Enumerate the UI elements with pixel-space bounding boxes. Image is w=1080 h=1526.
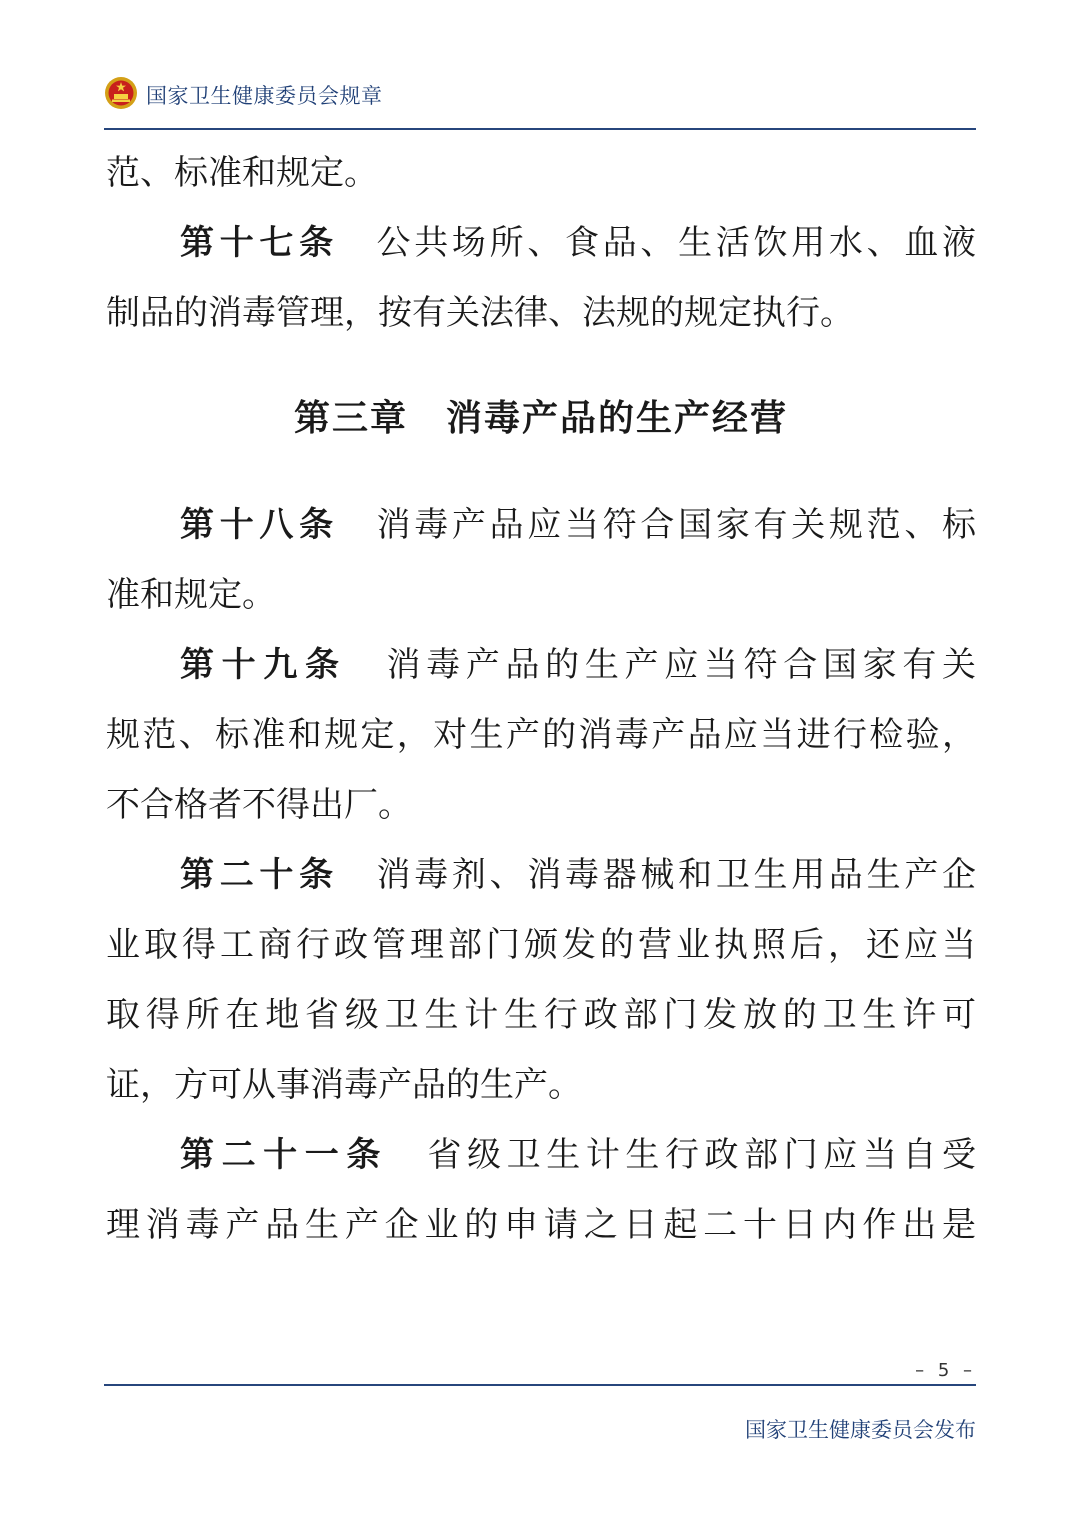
footer-divider (104, 1384, 976, 1386)
article-label: 第十八条 (180, 505, 339, 545)
page-number: – 5 – (915, 1360, 976, 1381)
article-17-line-1: 第十七条 公共场所、食品、生活饮用水、血液 (180, 223, 977, 263)
article-21-line-1: 第二十一条 省级卫生计生行政部门应当自受 (180, 1135, 977, 1175)
text-line: 范、标准和规定。 (106, 153, 378, 193)
footer-publisher: 国家卫生健康委员会发布 (745, 1418, 976, 1442)
article-label: 第二十条 (180, 855, 339, 895)
article-18-line-2: 准和规定。 (106, 575, 276, 615)
article-label: 第十九条 (180, 645, 347, 685)
document-body (106, 138, 976, 1260)
article-20-line-3: 取得所在地省级卫生计生行政部门发放的卫生许可 (106, 995, 976, 1035)
page-header (104, 74, 976, 130)
article-21-line-2: 理消毒产品生产企业的申请之日起二十日内作出是 (106, 1205, 976, 1245)
header-title: 国家卫生健康委员会规章 (146, 84, 383, 108)
article-17-line-2: 制品的消毒管理，按有关法律、法规的规定执行。 (106, 293, 854, 333)
article-18-line-1: 第十八条 消毒产品应当符合国家有关规范、标 (180, 505, 977, 545)
header-divider (104, 128, 976, 130)
national-emblem-icon (104, 76, 138, 110)
chapter-heading: 第三章 消毒产品的生产经营 (293, 398, 788, 439)
article-19-line-1: 第十九条 消毒产品的生产应当符合国家有关 (180, 645, 977, 685)
article-label: 第二十一条 (180, 1135, 388, 1175)
article-20-line-2: 业取得工商行政管理部门颁发的营业执照后，还应当 (106, 925, 976, 965)
article-20-line-4: 证，方可从事消毒产品的生产。 (106, 1065, 582, 1105)
article-label: 第十七条 (180, 223, 339, 263)
article-20-line-1: 第二十条 消毒剂、消毒器械和卫生用品生产企 (180, 855, 977, 895)
article-19-line-3: 不合格者不得出厂。 (106, 785, 412, 825)
article-19-line-2: 规范、标准和规定，对生产的消毒产品应当进行检验， (106, 715, 976, 755)
